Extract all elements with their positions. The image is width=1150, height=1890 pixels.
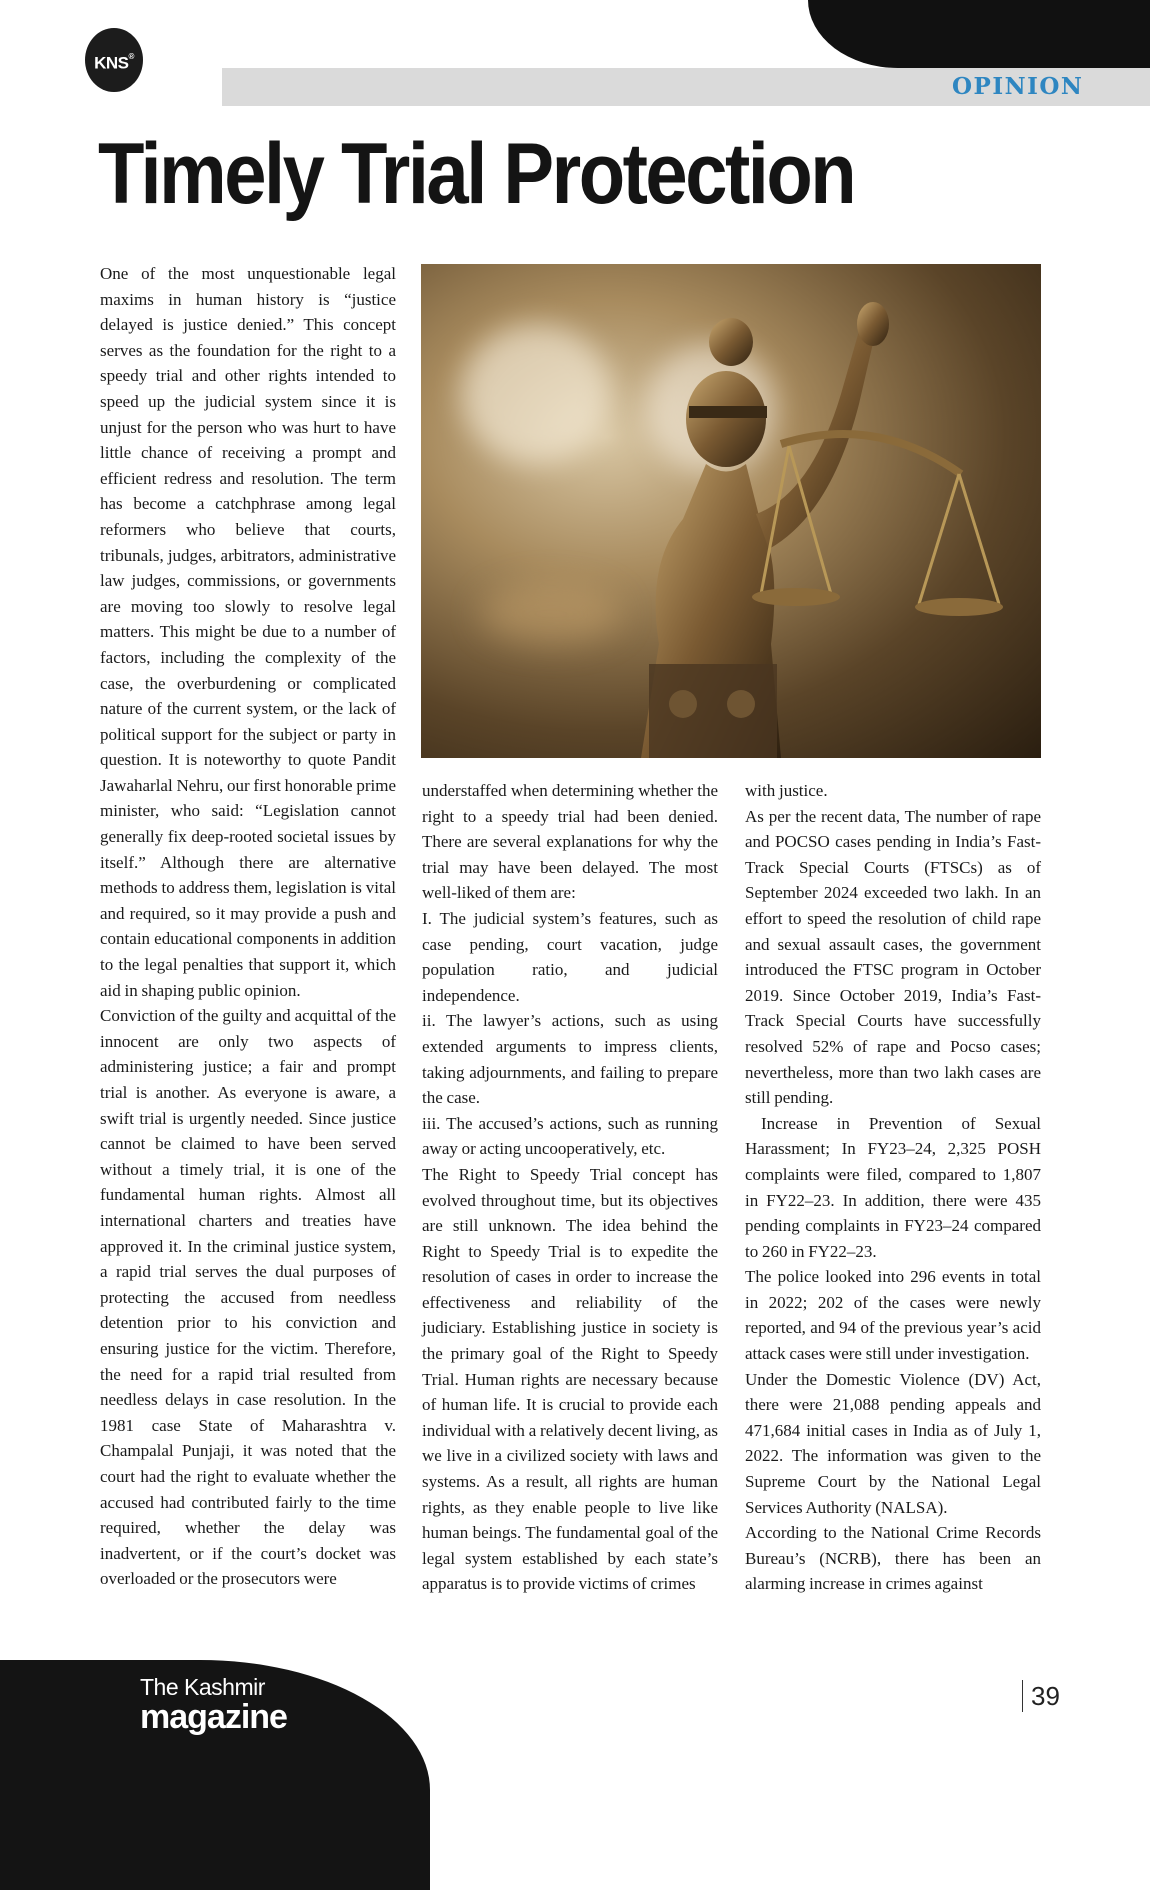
- lady-justice-photo: [421, 264, 1041, 758]
- paragraph: As per the recent data, The number of rape and POCSO cases pending in India’s Fast-Track Special Courts (FTSCs) as of September 2024 exceeded two lakh. In an effort to speed the resolution of child rape and sexual assault cases, the government introduced the FTSC program in October 2019. Since October 2019, India’s Fast-Track Special Courts have successfully resolved 52% of rape and Pocso cases; nevertheless, more than two lakh cases are still pending.: [745, 806, 1041, 1108]
- kns-logo-text: KNS: [94, 53, 129, 73]
- paragraph: with justice.: [745, 781, 828, 800]
- list-item: ii. The lawyer’s actions, such as using extended arguments to impress clients, taking adjournments, and failing to prepare the case.: [422, 1011, 718, 1108]
- page-number: 39: [1022, 1680, 1060, 1712]
- article-column-middle: [422, 778, 718, 1597]
- paragraph: Under the Domestic Violence (DV) Act, there were 21,088 pending appeals and 471,684 initial cases in India as of July 1, 2022. The information was given to the Supreme Court by the National Legal Services Authority (NALSA).: [745, 1369, 1041, 1517]
- paragraph: The Right to Speedy Trial concept has evolved throughout time, but its objectives are still unknown. The idea behind the Right to Speedy Trial is to expedite the resolution of cases in order to increase the effectiveness and reliability of the judiciary. Establishing justice in society is the primary goal of the Right to Speedy Trial. Human rights are necessary because of human life. It is crucial to provide each individual with a relatively decent living, as we live in a civilized society with laws and systems. As a result, all rights are human rights, as they enable people to live like human beings. The fundamental goal of the legal system established by each state’s apparatus is to provide victims of crimes: [422, 1164, 718, 1594]
- paragraph: Conviction of the guilty and acquittal of the innocent are only two aspects of administering justice; a fair and prompt trial is another. As everyone is aware, a swift trial is urgently needed. Since justice cannot be claimed to have been served without a timely trial, it is one of the fundamental human rights. Almost all international charters and treaties have approved it. In the criminal justice system, a rapid trial serves the dual purposes of protecting the accused from needless detention prior to his conviction and ensuring justice for the victim. Therefore, the need for a rapid trial resulted from needless delays in case resolution. In the 1981 case State of Maharashtra v. Champalal Punjaji, it was noted that the court had the right to evaluate whether the accused had contributed fairly to the time required, whether the delay was inadvertent, or if the court’s docket was overloaded or the prosecutors were: [100, 1006, 396, 1589]
- kns-logo: [85, 28, 143, 92]
- section-label: OPINION: [952, 73, 1084, 100]
- article-title: Timely Trial Protection: [98, 126, 855, 223]
- article-column-left: [100, 261, 396, 1592]
- kns-logo-mark: ®: [128, 52, 134, 61]
- paragraph: One of the most unquestionable legal maxims in human history is “justice delayed is justice denied.” This concept serves as the foundation for the right to a speedy trial and other rights intended to speed up the judicial system since it is unjust for the person who was hurt to have little chance of receiving a prompt and efficient redress and resolution. The term has become a catchphrase among legal reformers who believe that courts, tribunals, judges, arbitrators, administrative law judges, commissions, or governments are moving too slowly to resolve legal matters. This might be due to a number of factors, including the complexity of the case, the overburdening or complicated nature of the current system, or the lack of political support for the subject or party in question. It is noteworthy to quote Pandit Jawaharlal Nehru, our first honorable prime minister, who said: “Legislation cannot generally fix deep-rooted societal issues by itself.” Although there are alternative methods to address them, legislation is vital and required, so it may provide a push and contain educational components in addition to the legal penalties that support it, which aid in shaping public opinion.: [100, 264, 396, 1000]
- list-item: I. The judicial system’s features, such as case pending, court vacation, judge population ratio, and judicial independence.: [422, 908, 718, 1005]
- list-item: iii. The accused’s actions, such as running away or acting uncooperatively, etc.: [422, 1113, 718, 1159]
- article-column-right: [745, 778, 1041, 1597]
- justice-statue-icon: [421, 264, 1041, 758]
- header-black-tab: [808, 0, 1150, 68]
- brand-line-2: magazine: [140, 1698, 287, 1736]
- paragraph: Increase in Prevention of Sexual Harassment; In FY23–24, 2,325 POSH complaints were filed, compared to 1,807 in FY22–23. In addition, there were 435 pending complaints in FY23–24 compared to 260 in FY22–23.: [745, 1113, 1041, 1261]
- paragraph: understaffed when determining whether the right to a speedy trial had been denied. There are several explanations for why the trial may have been delayed. The most well-liked of them are:: [422, 781, 718, 903]
- paragraph: According to the National Crime Records Bureau’s (NCRB), there has been an alarming increase in crimes against: [745, 1523, 1041, 1594]
- brand-line-1: The Kashmir: [140, 1674, 265, 1700]
- magazine-brand-logo: [140, 1676, 287, 1734]
- paragraph: The police looked into 296 events in total in 2022; 202 of the cases were newly reported, and 94 of the previous year’s acid attack cases were still under investigation.: [745, 1267, 1041, 1364]
